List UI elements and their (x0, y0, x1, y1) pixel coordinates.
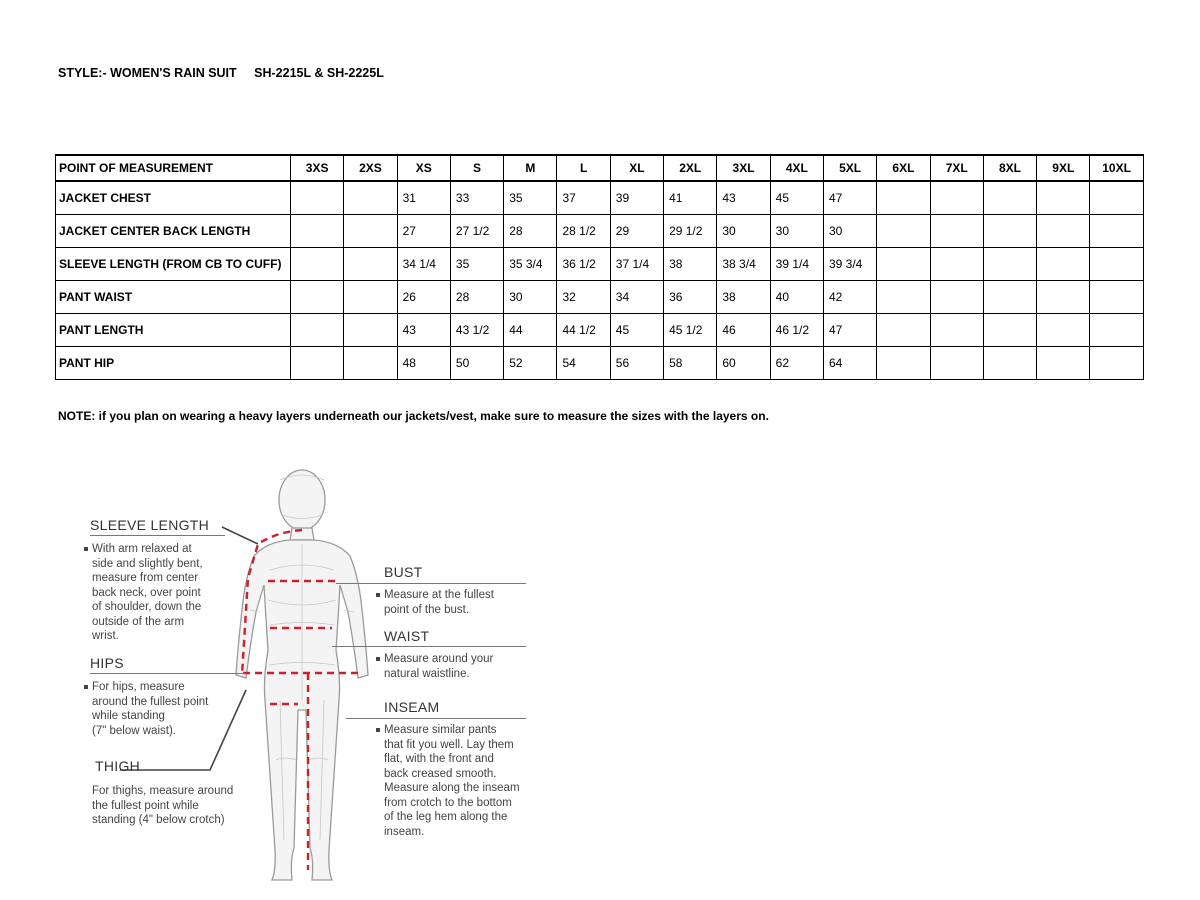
table-cell (877, 248, 930, 281)
table-cell: 33 (450, 181, 503, 215)
table-cell (291, 215, 344, 248)
table-cell: 47 (823, 181, 876, 215)
table-cell (291, 314, 344, 347)
table-cell (344, 248, 397, 281)
table-cell: 39 3/4 (823, 248, 876, 281)
header-size-4xl: 4XL (770, 155, 823, 181)
sleeve-text-line: wrist. (92, 630, 119, 642)
table-cell: 36 1/2 (557, 248, 610, 281)
table-row (56, 281, 1144, 314)
table-cell (291, 347, 344, 380)
sleeve-text-line: outside of the arm (92, 615, 185, 628)
table-cell: 36 (664, 281, 717, 314)
table-cell: 43 1/2 (450, 314, 503, 347)
table-cell: 41 (664, 181, 717, 215)
table-cell (1037, 347, 1090, 380)
table-cell: 62 (770, 347, 823, 380)
thigh-text (92, 784, 233, 828)
table-cell: 27 1/2 (450, 215, 503, 248)
table-row (56, 248, 1144, 281)
table-cell: 26 (397, 281, 450, 314)
bust-text-line: Measure at the fullest (376, 588, 494, 603)
table-cell: 45 (610, 314, 663, 347)
table-cell: 37 1/4 (610, 248, 663, 281)
table-cell: 60 (717, 347, 770, 380)
table-cell (344, 181, 397, 215)
inseam-rule (346, 718, 526, 719)
table-cell (930, 314, 983, 347)
row-label: SLEEVE LENGTH (FROM CB TO CUFF) (56, 248, 291, 281)
layering-note: NOTE: if you plan on wearing a heavy layers underneath our jackets/vest, make sure to measure the sizes with the layers on. (58, 409, 769, 423)
table-cell: 28 (504, 215, 557, 248)
table-cell (1090, 181, 1143, 215)
table-cell (291, 181, 344, 215)
table-cell: 32 (557, 281, 610, 314)
sleeve-text-line: side and slightly bent, (92, 557, 203, 570)
table-cell (983, 215, 1036, 248)
table-cell: 38 (664, 248, 717, 281)
hips-text-line: around the fullest point (92, 695, 209, 708)
header-size-2xs: 2XS (344, 155, 397, 181)
bust-text-line: point of the bust. (384, 603, 470, 616)
header-size-10xl: 10XL (1090, 155, 1143, 181)
inseam-text-line: Measure along the inseam (384, 782, 520, 794)
table-cell: 38 (717, 281, 770, 314)
inseam-text-line: from crotch to the bottom (384, 796, 512, 809)
table-cell (877, 181, 930, 215)
header-size-3xs: 3XS (291, 155, 344, 181)
sleeve-rule (90, 535, 225, 536)
table-cell: 42 (823, 281, 876, 314)
table-cell (1090, 347, 1143, 380)
table-row (56, 314, 1144, 347)
hips-text-line: (7" below waist). (92, 724, 176, 737)
table-cell: 44 1/2 (557, 314, 610, 347)
hips-text-line: while standing (92, 710, 165, 722)
table-cell (930, 215, 983, 248)
table-cell (344, 215, 397, 248)
sleeve-length-heading: SLEEVE LENGTH (90, 517, 210, 533)
table-cell: 39 1/4 (770, 248, 823, 281)
table-cell: 52 (504, 347, 557, 380)
waist-text (376, 652, 493, 681)
inseam-text-line: inseam. (384, 825, 425, 838)
table-cell (344, 281, 397, 314)
table-cell (983, 314, 1036, 347)
inseam-text (376, 723, 520, 839)
header-size-6xl: 6XL (877, 155, 930, 181)
table-cell: 37 (557, 181, 610, 215)
table-cell (983, 347, 1036, 380)
hips-text-line: For hips, measure (84, 680, 208, 695)
table-cell (1037, 215, 1090, 248)
table-cell: 44 (504, 314, 557, 347)
table-cell (1090, 281, 1143, 314)
measurement-guide (70, 460, 540, 890)
bust-text (376, 588, 494, 617)
thigh-heading: THIGH (95, 758, 141, 774)
sleeve-text-line: With arm relaxed at (84, 542, 203, 557)
hips-text (84, 680, 208, 738)
inseam-text-line: that fit you well. Lay them (384, 738, 514, 751)
table-cell: 45 (770, 181, 823, 215)
table-cell: 54 (557, 347, 610, 380)
table-cell: 43 (717, 181, 770, 215)
table-cell: 48 (397, 347, 450, 380)
table-cell: 56 (610, 347, 663, 380)
row-label: JACKET CHEST (56, 181, 291, 215)
table-row (56, 347, 1144, 380)
waist-heading: WAIST (384, 628, 430, 644)
table-cell (344, 347, 397, 380)
hips-heading: HIPS (90, 655, 124, 671)
inseam-heading: INSEAM (384, 699, 440, 715)
header-size-5xl: 5XL (823, 155, 876, 181)
table-cell (877, 281, 930, 314)
table-cell (930, 347, 983, 380)
table-cell: 40 (770, 281, 823, 314)
header-point-of-measurement: POINT OF MEASUREMENT (56, 155, 291, 181)
header-size-7xl: 7XL (930, 155, 983, 181)
table-cell (1037, 181, 1090, 215)
bullet-icon (84, 685, 88, 689)
thigh-text-line: For thighs, measure around (92, 785, 234, 797)
thigh-text-line: standing (4" below crotch) (92, 814, 225, 826)
hips-rule (90, 673, 245, 674)
table-cell (1037, 248, 1090, 281)
inseam-text-line: Measure similar pants (376, 723, 520, 738)
sleeve-text-line: back neck, over point (92, 586, 201, 599)
table-cell: 45 1/2 (664, 314, 717, 347)
sleeve-length-text (84, 542, 203, 644)
table-cell (1090, 314, 1143, 347)
table-row (56, 215, 1144, 248)
table-cell (291, 281, 344, 314)
table-row (56, 181, 1144, 215)
header-size-xs: XS (397, 155, 450, 181)
table-cell (1037, 314, 1090, 347)
inseam-text-line: back creased smooth. (384, 767, 497, 780)
table-cell: 58 (664, 347, 717, 380)
table-cell (983, 281, 1036, 314)
size-chart-table (55, 154, 1144, 380)
table-cell (291, 248, 344, 281)
table-cell (1037, 281, 1090, 314)
table-cell: 64 (823, 347, 876, 380)
table-cell: 34 (610, 281, 663, 314)
table-cell: 46 (717, 314, 770, 347)
waist-text-line: natural waistline. (384, 667, 470, 680)
table-cell: 28 (450, 281, 503, 314)
header-size-m: M (504, 155, 557, 181)
bust-heading: BUST (384, 564, 423, 580)
style-name: STYLE:- WOMEN'S RAIN SUIT (58, 66, 237, 80)
bullet-icon (376, 593, 380, 597)
header-size-9xl: 9XL (1037, 155, 1090, 181)
table-cell: 29 (610, 215, 663, 248)
header-size-xl: XL (610, 155, 663, 181)
table-cell (344, 314, 397, 347)
header-size-s: S (450, 155, 503, 181)
table-cell (930, 248, 983, 281)
table-cell: 27 (397, 215, 450, 248)
row-label: PANT WAIST (56, 281, 291, 314)
inseam-text-line: of the leg hem along the (384, 811, 508, 823)
style-codes: SH-2215L & SH-2225L (254, 66, 384, 80)
table-cell: 46 1/2 (770, 314, 823, 347)
table-cell: 43 (397, 314, 450, 347)
table-cell: 47 (823, 314, 876, 347)
table-cell: 34 1/4 (397, 248, 450, 281)
waist-rule (332, 646, 526, 647)
table-cell: 35 3/4 (504, 248, 557, 281)
table-cell: 35 (450, 248, 503, 281)
row-label: PANT HIP (56, 347, 291, 380)
table-cell: 38 3/4 (717, 248, 770, 281)
row-label: PANT LENGTH (56, 314, 291, 347)
table-cell: 30 (504, 281, 557, 314)
table-cell (983, 248, 1036, 281)
table-cell: 50 (450, 347, 503, 380)
table-cell: 29 1/2 (664, 215, 717, 248)
header-size-2xl: 2XL (664, 155, 717, 181)
table-cell (877, 314, 930, 347)
thigh-text-line: the fullest point while (92, 799, 199, 812)
table-cell (930, 281, 983, 314)
table-header-row (56, 155, 1144, 181)
page-title (58, 66, 384, 80)
table-cell (1090, 215, 1143, 248)
table-cell: 39 (610, 181, 663, 215)
sleeve-text-line: measure from center (92, 572, 199, 584)
table-cell: 35 (504, 181, 557, 215)
table-cell (877, 215, 930, 248)
inseam-text-line: flat, with the front and (384, 753, 494, 765)
bust-rule (336, 583, 526, 584)
table-cell (877, 347, 930, 380)
bullet-icon (84, 547, 88, 551)
header-size-3xl: 3XL (717, 155, 770, 181)
table-cell (930, 181, 983, 215)
table-cell: 28 1/2 (557, 215, 610, 248)
table-cell: 30 (717, 215, 770, 248)
bullet-icon (376, 657, 380, 661)
table-cell: 30 (770, 215, 823, 248)
table-cell (983, 181, 1036, 215)
bullet-icon (376, 728, 380, 732)
header-size-8xl: 8XL (983, 155, 1036, 181)
sleeve-text-line: of shoulder, down the (92, 601, 202, 613)
table-cell: 31 (397, 181, 450, 215)
row-label: JACKET CENTER BACK LENGTH (56, 215, 291, 248)
table-cell (1090, 248, 1143, 281)
header-size-l: L (557, 155, 610, 181)
table-cell: 30 (823, 215, 876, 248)
waist-text-line: Measure around your (376, 652, 493, 667)
